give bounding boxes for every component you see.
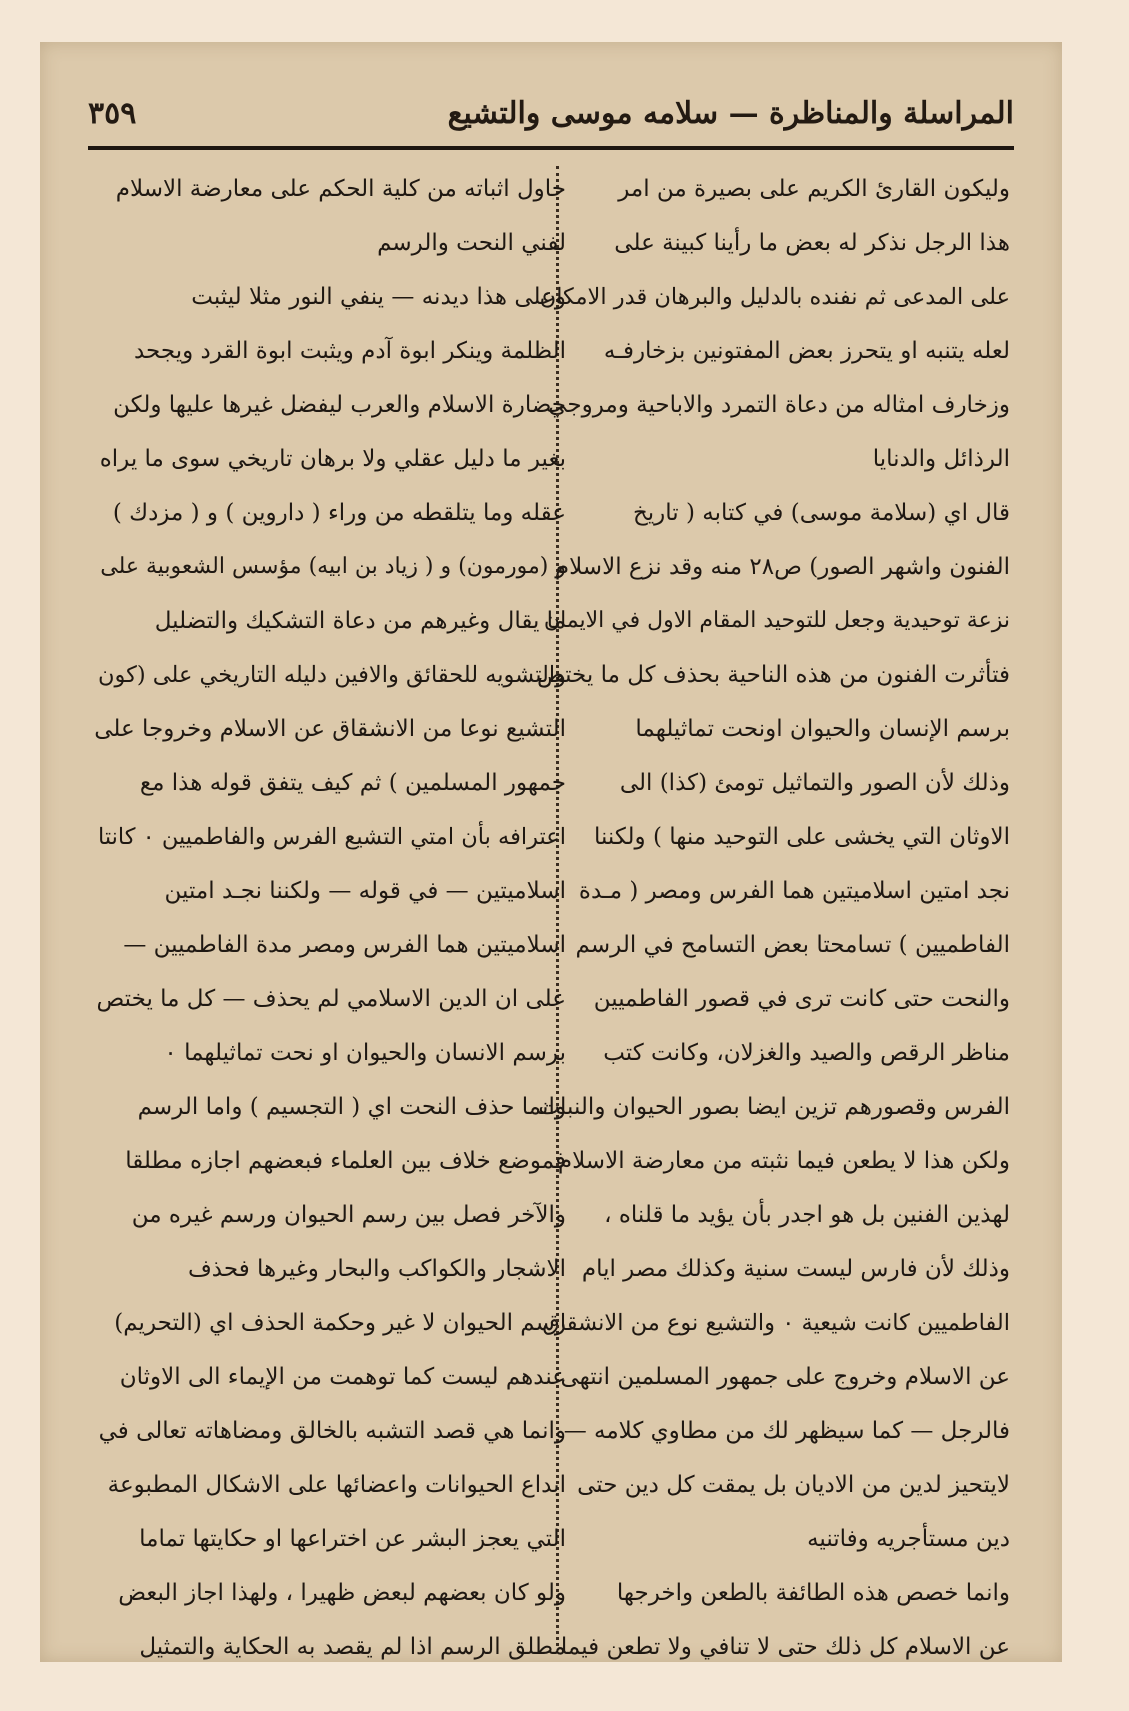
text-line: الفرس وقصورهم تزين ايضا بصور الحيوان والنبات xyxy=(538,1094,1010,1120)
text-line: برسم الإنسان والحيوان اونحت تماثيلهما xyxy=(635,716,1010,742)
text-line: وانما حذف النحت اي ( التجسيم ) واما الرسم xyxy=(137,1094,566,1120)
text-line: جمهور المسلمين ) ثم كيف يتفق قوله هذا مع xyxy=(139,770,566,796)
book-page xyxy=(40,42,1062,1662)
text-line: وذلك لأن الصور والتماثيل تومئ (كذا) الى xyxy=(619,770,1010,796)
text-line: ولكن هذا لا يطعن فيما نثبته من معارضة الاسلام xyxy=(557,1148,1010,1174)
text-line: الاشجار والكواكب والبحار وغيرها فحذف xyxy=(187,1256,566,1282)
text-line: عن الاسلام وخروج على جمهور المسلمين انتهى xyxy=(560,1364,1010,1390)
text-line: الفنون واشهر الصور) ص٢٨ منه وقد نزع الاسلام xyxy=(554,554,1010,580)
page-number: ٣٥٩ xyxy=(88,96,137,131)
text-line: قال اي (سلامة موسى) في كتابه ( تاريخ xyxy=(632,500,1010,526)
text-line: عن الاسلام كل ذلك حتى لا تنافي ولا تطعن فيما xyxy=(560,1634,1010,1660)
text-line: ابداع الحيوانات واعضائها على الاشكال المطبوعة xyxy=(107,1472,566,1498)
text-line: اسلاميتين — في قوله — ولكننا نجـد امتين xyxy=(164,878,566,904)
text-line: حضارة الاسلام والعرب ليفضل غيرها عليها ولكن xyxy=(113,392,566,418)
text-line: على ان الدين الاسلامي لم يحذف — كل ما يختص xyxy=(96,986,566,1012)
text-line: الفاطميين ) تسامحتا بعض التسامح في الرسم xyxy=(575,932,1010,958)
text-line: هذا الرجل نذكر له بعض ما رأينا كبينة على xyxy=(614,230,1010,256)
text-line: وليكون القارئ الكريم على بصيرة من امر xyxy=(618,176,1010,202)
text-line: حاول اثباته من كلية الحكم على معارضة الاسلام xyxy=(115,176,566,202)
text-line: وانما خصص هذه الطائفة بالطعن واخرجها xyxy=(616,1580,1010,1606)
text-line: عندهم ليست كما توهمت من الإيماء الى الاوثان xyxy=(119,1364,566,1390)
text-line: دين مستأجريه وفاتنيه xyxy=(807,1526,1010,1552)
text-line: رسم الحيوان لا غير وحكمة الحذف اي (التحريم) xyxy=(114,1310,566,1336)
text-line: وعلى هذا ديدنه — ينفي النور مثلا ليثبت xyxy=(191,284,566,310)
text-line: والآخر فصل بين رسم الحيوان ورسم غيره من xyxy=(131,1202,566,1228)
text-line: التشيع نوعا من الانشقاق عن الاسلام وخروجا على xyxy=(94,716,566,742)
running-title: المراسلة والمناظرة — سلامه موسى والتشيع xyxy=(447,96,1014,131)
text-line: فموضع خلاف بين العلماء فبعضهم اجازه مطلقا xyxy=(125,1148,566,1174)
right-column xyxy=(536,162,1010,1674)
text-line: اعترافه بأن امتي التشيع الفرس والفاطميين ٠ كانتا xyxy=(97,824,566,850)
text-line: وزخارف امثاله من دعاة التمرد والاباحية ومروجي xyxy=(548,392,1010,418)
header-rule xyxy=(88,146,1014,150)
text-line: نجد امتين اسلاميتين هما الفرس ومصر ( مـدة xyxy=(578,878,1010,904)
text-line: اسلاميتين هما الفرس ومصر مدة الفاطميين — xyxy=(123,932,566,958)
text-line: على المدعى ثم نفنده بالدليل والبرهان قدر الامكان xyxy=(539,284,1010,310)
text-line: وانما هي قصد التشبه بالخالق ومضاهاته تعالى في xyxy=(98,1418,566,1444)
running-header xyxy=(88,90,1014,146)
text-line: لهذين الفنين بل هو اجدر بأن يؤيد ما قلناه ، xyxy=(604,1202,1010,1228)
text-line: نزعة توحيدية وجعل للتوحيد المقام الاول في الايمان xyxy=(543,608,1010,633)
text-line: برسم الانسان والحيوان او نحت تماثيلهما ٠ xyxy=(164,1040,566,1066)
text-line: الرذائل والدنايا xyxy=(872,446,1010,472)
text-line: ما يقال وغيرهم من دعاة التشكيك والتضليل xyxy=(154,608,566,634)
text-line: التي يعجز البشر عن اختراعها او حكايتها تماما xyxy=(139,1526,566,1552)
text-line: لايتحيز لدين من الاديان بل يمقت كل دين حتى xyxy=(577,1472,1010,1498)
text-line: مناظر الرقص والصيد والغزلان، وكانت كتب xyxy=(603,1040,1010,1066)
text-line: الفاطميين كانت شيعية ٠ والتشيع نوع من الانشقاق xyxy=(542,1310,1010,1336)
text-line: فتأثرت الفنون من هذه الناحية بحذف كل ما يختص xyxy=(536,662,1010,688)
left-column xyxy=(92,162,566,1674)
text-line: لعله يتنبه او يتحرز بعض المفتونين بزخارفـه xyxy=(603,338,1010,364)
text-line: وذلك لأن فارس ليست سنية وكذلك مصر ايام xyxy=(581,1256,1010,1282)
text-line: والتشويه للحقائق والافين دليله التاريخي على (كون xyxy=(97,662,566,688)
text-line: لفني النحت والرسم xyxy=(377,230,566,256)
text-line: مطلق الرسم اذا لم يقصد به الحكاية والتمثيل xyxy=(139,1634,566,1660)
text-line: عقله وما يتلقطه من وراء ( داروين ) و ( مزدك ) xyxy=(112,500,566,526)
text-line: فالرجل — كما سيظهر لك من مطاوي كلامه — xyxy=(563,1418,1010,1444)
text-line: والنحت حتى كانت ترى في قصور الفاطميين xyxy=(593,986,1010,1012)
text-line: الاوثان التي يخشى على التوحيد منها ) ولكننا xyxy=(593,824,1010,850)
text-line: و (مورمون) و ( زياد بن ابيه) مؤسس الشعوبية على xyxy=(100,554,566,579)
text-line: الظلمة وينكر ابوة آدم ويثبت ابوة القرد ويجحد xyxy=(133,338,566,364)
text-line: بغير ما دليل عقلي ولا برهان تاريخي سوى ما يراه xyxy=(99,446,566,472)
text-line: ولو كان بعضهم لبعض ظهيرا ، ولهذا اجاز البعض xyxy=(118,1580,566,1606)
